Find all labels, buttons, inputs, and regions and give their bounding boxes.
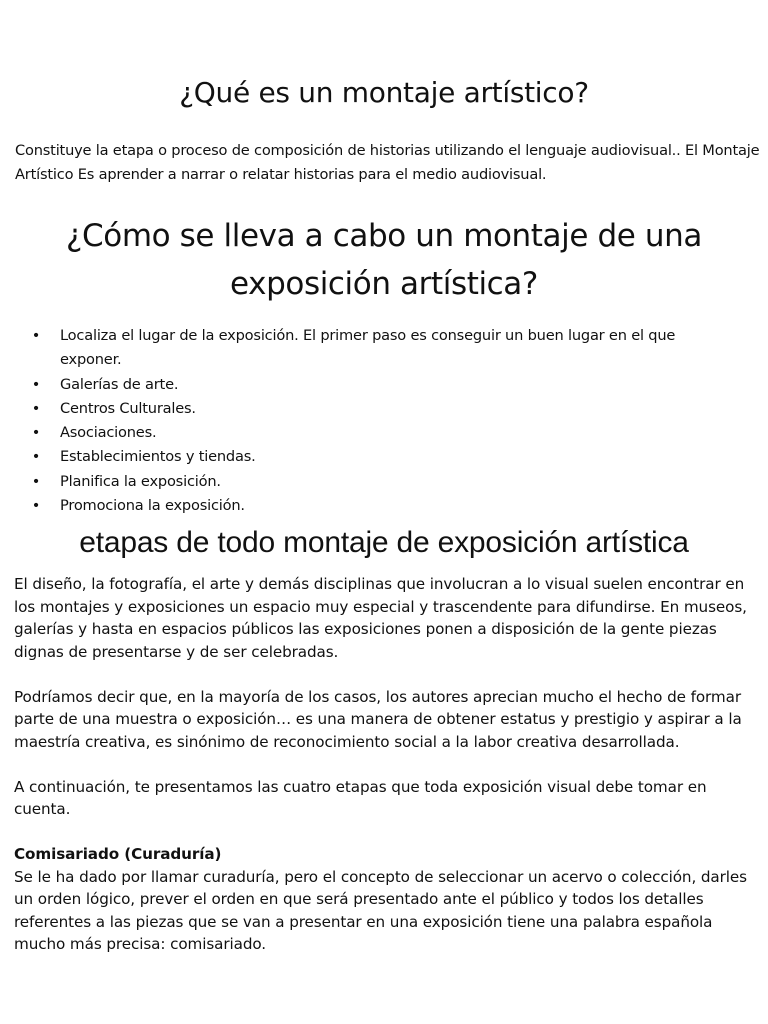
list-item-text: Establecimientos y tiendas.	[60, 448, 256, 466]
list-item	[30, 397, 740, 421]
list-item	[30, 373, 740, 397]
body-paragraph: A continuación, te presentamos las cuatro etapas que toda exposición visual debe tomar en cuenta.	[14, 777, 707, 818]
list-item-text: Promociona la exposición.	[60, 497, 245, 515]
body-paragraph: El diseño, la fotografía, el arte y demás disciplinas que involucran a lo visual suelen encontrar en los montajes y exposiciones un espacio muy especial y trascendente para difundirse. En museos, galerías y hasta en espacios públicos las exposiciones ponen a disposición de la gente piezas dignas de presentarse y de ser celebradas.	[14, 575, 747, 661]
bullet-icon: •	[31, 448, 41, 466]
heading-etapas: etapas de todo montaje de exposición artística	[79, 526, 689, 559]
list-item-text: Galerías de arte.	[60, 375, 179, 393]
list-item	[30, 421, 740, 445]
bullet-icon: •	[31, 424, 41, 442]
body-paragraph: Podríamos decir que, en la mayoría de los casos, los autores aprecian mucho el hecho de formar parte de una muestra o exposición… es una manera de obtener estatus y prestigio y aspirar a la maestría creativa, es sinónimo de reconocimiento social a la labor creativa desarrollada.	[14, 687, 742, 751]
body-paragraph: Se le ha dado por llamar curaduría, pero el concepto de seleccionar un acervo o colección, darles un orden lógico, prever el orden en que será presentado ante el público y todos los detalles referentes a las piezas que se van a presentar en una exposición tiene una palabra española mucho más precisa: comisariado.	[14, 867, 747, 953]
list-item	[30, 470, 740, 494]
bullet-icon: •	[31, 375, 41, 393]
heading-que-es-montaje: ¿Qué es un montaje artístico?	[179, 76, 589, 109]
bullet-icon: •	[31, 327, 41, 344]
bullet-icon: •	[31, 472, 41, 490]
bullet-icon: •	[31, 399, 41, 417]
subheading-comisariado: Comisariado (Curaduría)	[14, 845, 222, 863]
bullet-icon: •	[31, 497, 41, 515]
list-item-text: Asociaciones.	[60, 424, 157, 442]
article-body	[14, 573, 764, 956]
list-item	[30, 445, 740, 469]
list-item	[30, 494, 740, 518]
list-item-text: Centros Culturales.	[60, 399, 196, 417]
list-item	[30, 324, 740, 373]
steps-list	[30, 324, 740, 518]
list-item-text: Localiza el lugar de la exposición. El primer paso es conseguir un buen lugar en el que exponer.	[60, 327, 676, 369]
list-item-text: Planifica la exposición.	[60, 472, 221, 490]
heading-como-se-lleva: ¿Cómo se lleva a cabo un montaje de una exposición artística?	[66, 218, 702, 302]
intro-paragraph: Constituye la etapa o proceso de composición de historias utilizando el lenguaje audiovisual.. El Montaje Artístico Es aprender a narrar o relatar historias para el medio audiovisual.	[15, 142, 760, 183]
